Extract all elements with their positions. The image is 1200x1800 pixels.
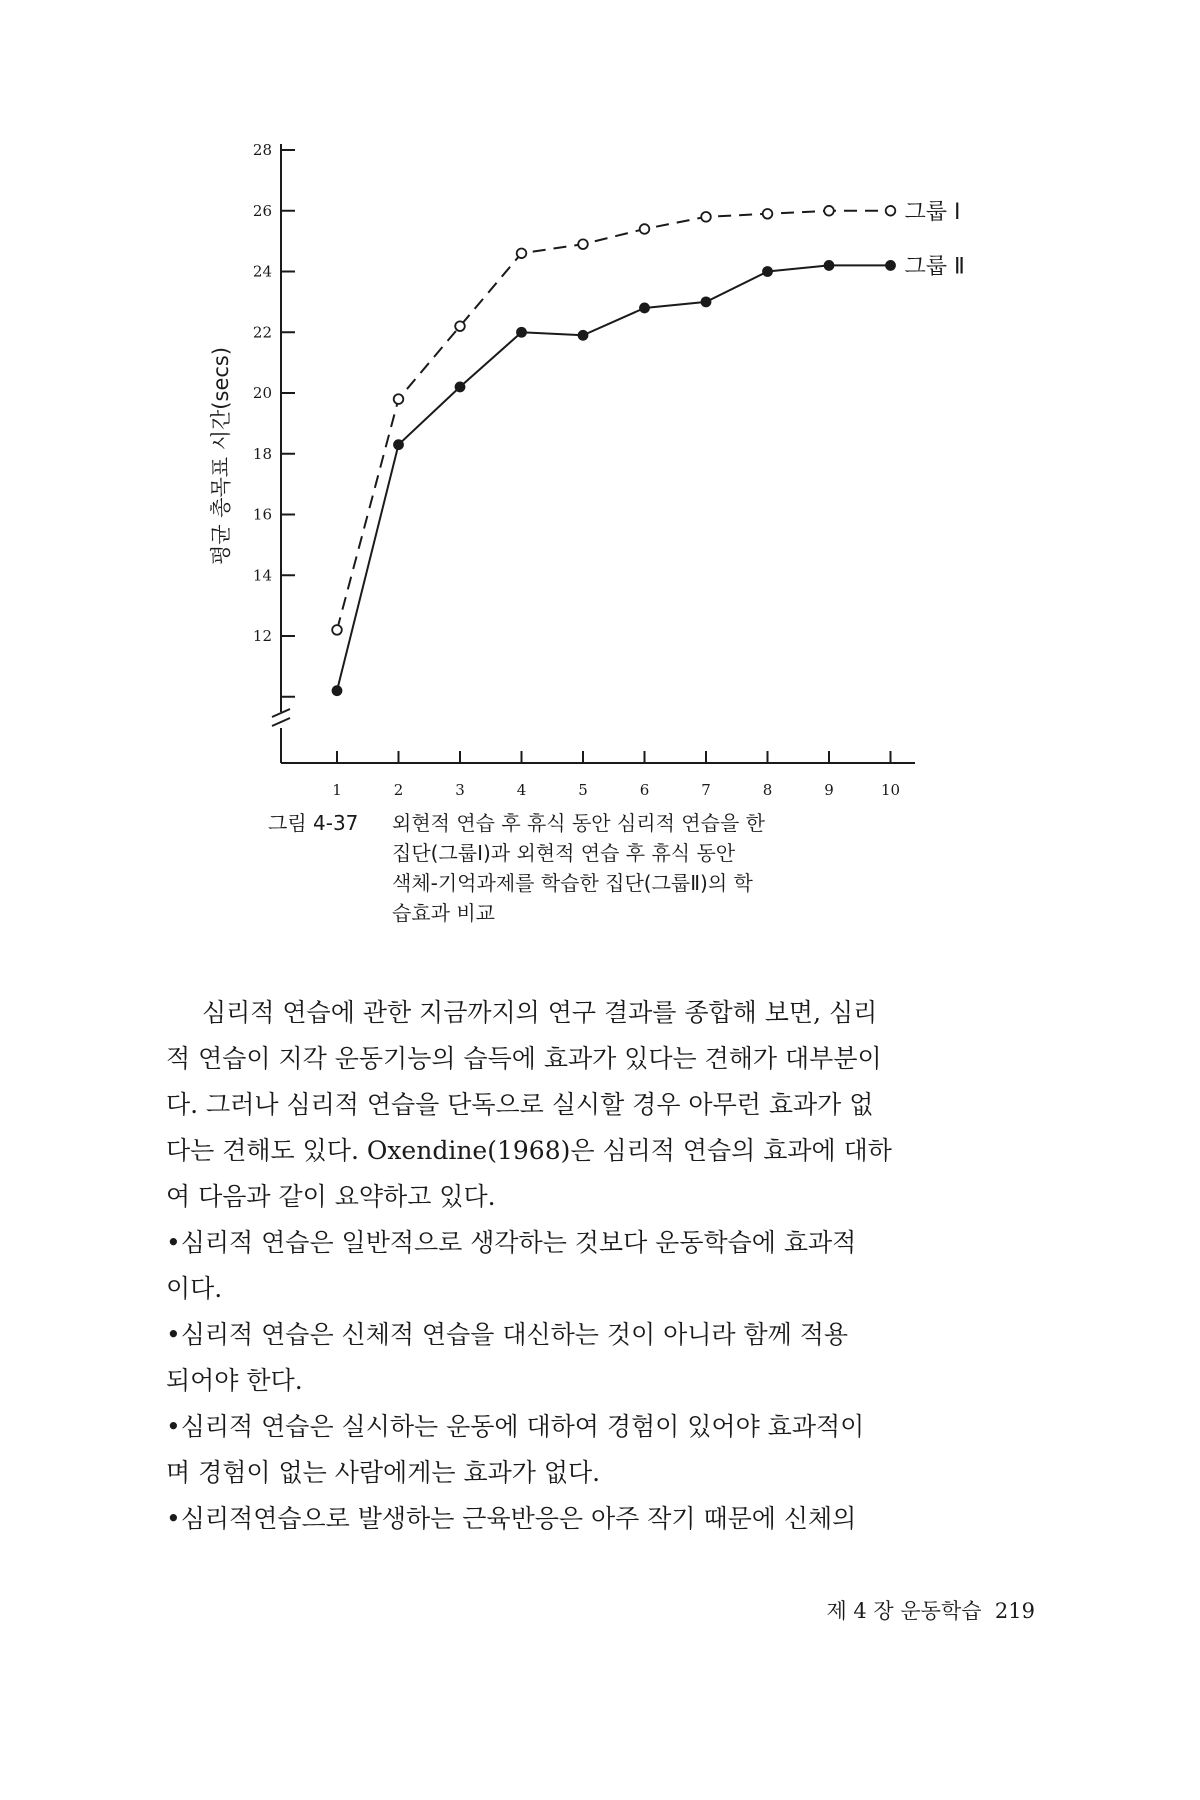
y-tick-label: 12 (252, 627, 272, 645)
paragraph-line: 다. 그러나 심리적 연습을 단독으로 실시할 경우 아무런 효과가 없 (166, 1090, 874, 1119)
bullet-line: •심리적 연습은 신체적 연습을 대신하는 것이 아니라 함께 적용 (166, 1320, 849, 1349)
data-point (455, 321, 465, 331)
bullet-item (166, 1220, 1036, 1312)
data-point (332, 625, 342, 635)
x-tick-label: 1 (332, 781, 342, 799)
body-text (166, 990, 1036, 1542)
bullet-line: •심리적 연습은 실시하는 운동에 대하여 경험이 있어야 효과적이 (166, 1412, 865, 1441)
bullet-item (166, 1496, 1036, 1542)
data-point (886, 261, 895, 270)
data-point (517, 248, 527, 258)
caption-line: 색체-기억과제를 학습한 집단(그룹Ⅱ)의 학 (392, 871, 753, 895)
x-tick-label: 4 (516, 781, 527, 799)
bullet-line: •심리적연습으로 발생하는 근육반응은 아주 작기 때문에 신체의 (166, 1504, 857, 1533)
data-point (886, 206, 896, 216)
x-tick-label: 6 (639, 781, 650, 799)
y-tick-label: 18 (252, 444, 272, 463)
page-number: 219 (994, 1599, 1035, 1623)
data-point (640, 303, 649, 312)
y-ticks (253, 141, 295, 697)
y-tick-label: 28 (252, 141, 272, 159)
x-tick-label: 5 (578, 781, 588, 799)
data-point (394, 440, 403, 449)
x-ticks (332, 751, 900, 799)
x-tick-label: 7 (701, 781, 711, 799)
chart-legend (905, 200, 965, 280)
x-tick-label: 3 (455, 781, 465, 799)
data-point (825, 261, 834, 270)
x-tick-label: 9 (824, 781, 834, 799)
figure-caption (268, 808, 928, 928)
y-tick-label: 22 (252, 323, 272, 342)
y-tick-label: 26 (252, 201, 272, 220)
data-point (702, 297, 711, 306)
bullet-item (166, 1404, 1036, 1496)
data-point (456, 382, 465, 391)
legend-label: 그룹 Ⅰ (904, 199, 961, 225)
bullet-line: •심리적 연습은 일반적으로 생각하는 것보다 운동학습에 효과적 (166, 1228, 857, 1257)
data-point (701, 212, 711, 222)
chart-series (332, 206, 895, 695)
chart-axes (272, 144, 915, 763)
paragraph-line: 다는 견해도 있다. Oxendine(1968)은 심리적 연습의 효과에 대하 (166, 1136, 892, 1165)
bullet-item (166, 1312, 1036, 1404)
data-point (763, 209, 773, 219)
data-point (763, 267, 772, 276)
x-tick-label: 8 (762, 781, 773, 799)
y-tick-label: 24 (252, 262, 272, 281)
y-tick-label: 16 (252, 505, 272, 524)
data-point (824, 206, 834, 216)
bullet-line: 되어야 한다. (166, 1366, 303, 1395)
data-point (394, 394, 404, 404)
paragraph-line: 여 다음과 같이 요약하고 있다. (166, 1182, 496, 1211)
legend-label: 그룹 Ⅱ (904, 254, 965, 280)
data-point (640, 224, 650, 234)
series-line-1 (337, 211, 891, 630)
paragraph-line: 심리적 연습에 관한 지금까지의 연구 결과를 종합해 보면, 심리 (202, 998, 878, 1027)
caption-line: 외현적 연습 후 휴식 동안 심리적 연습을 한 (392, 811, 765, 835)
x-tick-label: 10 (880, 781, 901, 799)
x-tick-label: 2 (393, 781, 404, 799)
series-line-2 (337, 265, 891, 690)
caption-line: 집단(그룹Ⅰ)과 외현적 연습 후 휴식 동안 (392, 841, 736, 865)
line-chart (0, 0, 1200, 800)
y-tick-label: 20 (252, 384, 272, 402)
data-point (578, 239, 588, 249)
paragraph-line: 적 연습이 지각 운동기능의 습득에 효과가 있다는 견해가 대부분이 (166, 1044, 882, 1073)
axis-break-mark (272, 718, 290, 726)
page-footer (826, 1595, 1035, 1625)
data-point (333, 686, 342, 695)
data-point (579, 331, 588, 340)
y-tick-label: 14 (252, 566, 272, 585)
caption-label: 그림 4-37 (268, 811, 359, 835)
bullet-line: 이다. (166, 1274, 223, 1303)
chapter-title: 제 4 장 운동학습 (826, 1599, 982, 1623)
y-axis-label: 평균 총목표 시간(secs) (209, 346, 233, 566)
data-point (517, 328, 526, 337)
caption-line: 습효과 비교 (392, 901, 495, 925)
bullet-line: 며 경험이 없는 사람에게는 효과가 없다. (166, 1458, 601, 1487)
